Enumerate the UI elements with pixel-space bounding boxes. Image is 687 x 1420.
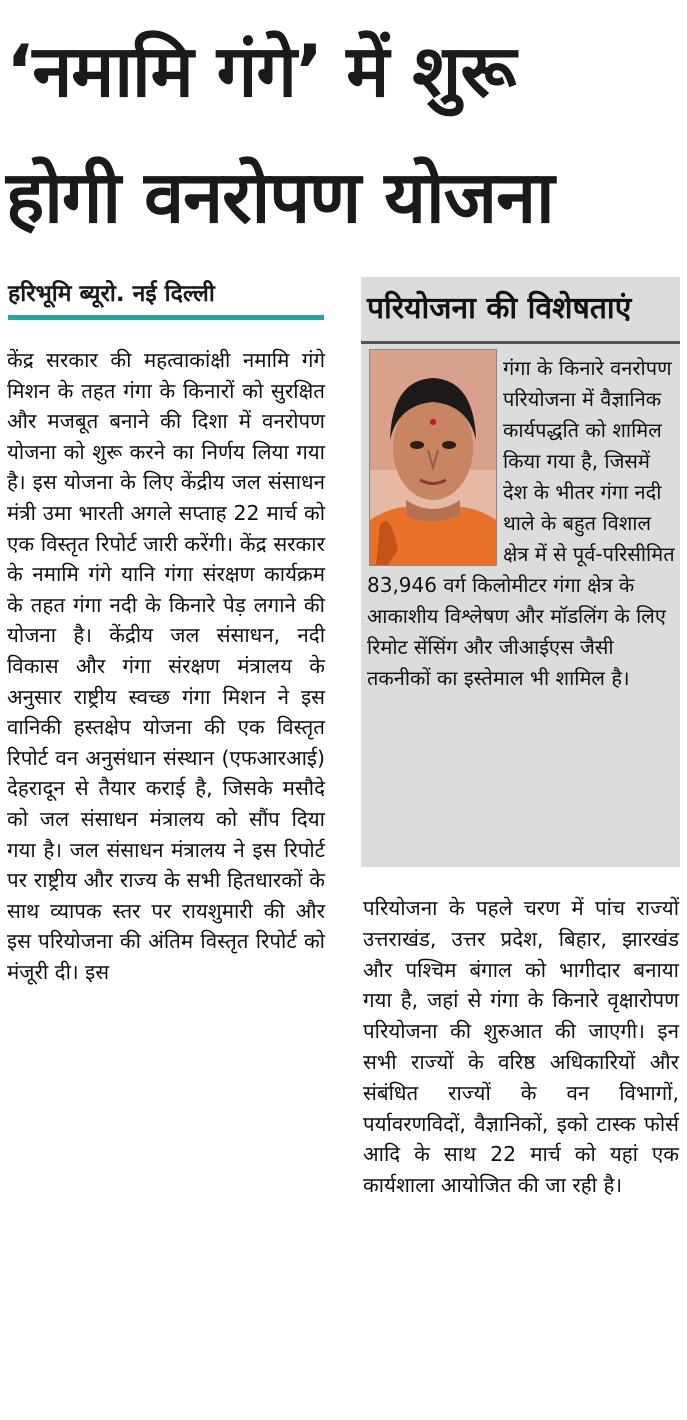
byline: हरिभूमि ब्यूरो. नई दिल्ली xyxy=(8,281,215,307)
article-left-column: केंद्र सरकार की महत्वाकांक्षी नमामि गंगे मिशन के तहत गंगा के किनारों को सुरक्षित और मजबूत बनाने की दिशा में वनरोपण योजना को शुरू करने का निर्णय लिया गया है। इस योजना के लिए केंद्रीय जल संसाधन मंत्री उमा भारती अगले सप्ताह 22 मार्च को एक विस्तृत रिपोर्ट जारी करेंगी। केंद्र सरकार के नमामि गंगे यानि गंगा संरक्षण कार्यक्रम के तहत गंगा नदी के किनारे पेड़ लगाने की योजना है। केंद्रीय जल संसाधन, नदी विकास और गंगा संरक्षण मंत्रालय के अनुसार राष्ट्रीय स्वच्छ गंगा मिशन ने इस वानिकी हस्तक्षेप योजना की एक विस्तृत रिपोर्ट वन अनुसंधान संस्थान (एफआरआई) देहरादून से तैयार कराई है, जिसके मसौदे को जल संसाधन मंत्रालय को सौंप दिया गया है। जल संसाधन मंत्रालय ने इस रिपोर्ट पर राष्ट्रीय और राज्य के सभी हितधारकों के साथ व्यापक स्तर पर रायशुमारी की और इस परियोजना की अंतिम विस्तृत रिपोर्ट को मंजूरी दी। इस xyxy=(7,348,325,984)
highlights-box-body: गंगा के किनारे वनरोपण परियोजना में वैज्ञानिक कार्यपद्धति को शामिल किया गया है, जिसमें देश के भीतर गंगा नदी थाले के बहुत विशाल क्षेत्र में से पूर्व-परिसीमित 83,946 वर्ग किलोमीटर गंगा क्षेत्र के आकाशीय विश्लेषण और मॉडलिंग के लिए रिमोट सेंसिंग और जीआईएस जैसी तकनीकों का इस्तेमाल भी शामिल है। xyxy=(367,356,675,690)
headline-line-1: ‘नमामि गंगे’ में शुरू xyxy=(6,29,516,113)
highlights-box-rule xyxy=(361,341,680,344)
highlights-box-title: परियोजना की विशेषताएं xyxy=(367,291,632,326)
highlights-box xyxy=(361,277,680,867)
byline-rule xyxy=(8,315,324,320)
headline xyxy=(6,8,682,260)
article-right-column: परियोजना के पहले चरण में पांच राज्यों उत्तराखंड, उत्तर प्रदेश, बिहार, झारखंड और पश्चिम बंगाल को भागीदार बनाया गया है, जहां से गंगा के किनारे वृक्षारोपण परियोजना की शुरुआत की जाएगी। इन सभी राज्यों के वरिष्ठ अधिकारियों और संबंधित राज्यों के वन विभागों, पर्यावरणविदों, वैज्ञानिकों, इको टास्क फोर्स आदि के साथ 22 मार्च को यहां एक कार्यशाला आयोजित की जा रही है। xyxy=(363,896,679,1198)
highlights-box-text xyxy=(367,353,675,694)
headline-line-2: होगी वनरोपण योजना xyxy=(6,155,554,239)
